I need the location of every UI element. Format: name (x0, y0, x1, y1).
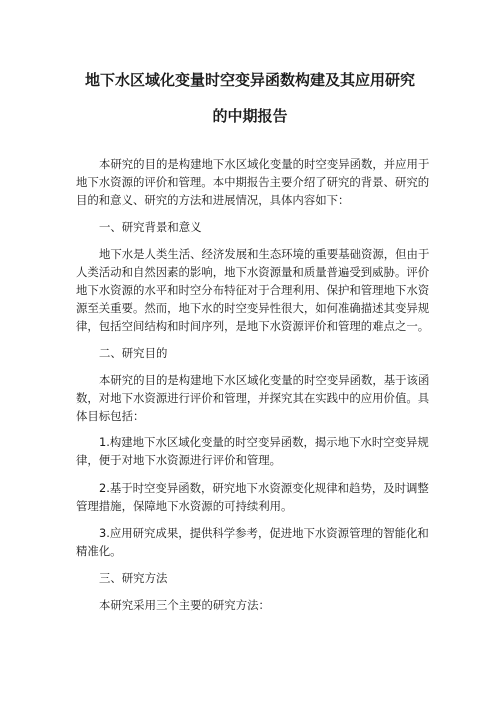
methods-intro: 本研究采用三个主要的研究方法： (99, 598, 270, 612)
background-line: 源至关重要。然而，地下水的时空变异性很大，如何准确描述其变异规 (76, 301, 430, 315)
background-line: 律，包括空间结构和时间序列，是地下水资源评价和管理的难点之一。 (76, 319, 430, 333)
goal-1-line: 1.构建地下水区域化变量的时空变异函数，揭示地下水时空变异规 (99, 435, 429, 449)
document-title-line-2: 的中期报告 (212, 107, 288, 125)
objectives-line: 体目标包括： (76, 409, 145, 423)
goal-3-line: 3.应用研究成果，提供科学参考，促进地下水资源管理的智能化和 (99, 526, 429, 540)
section-heading-background: 一、研究背景和意义 (99, 220, 202, 234)
document-title-line-1: 地下水区域化变量时空变异函数构建及其应用研究 (84, 71, 415, 89)
background-line: 地下水是人类生活、经济发展和生态环境的重要基础资源，但由于 (99, 247, 430, 261)
goal-1-line: 律，便于对地下水资源进行评价和管理。 (76, 453, 282, 467)
intro-line: 本研究的目的是构建地下水区域化变量的时空变异函数，并应用于 (99, 157, 430, 171)
intro-line: 目的和意义、研究的方法和进展情况，具体内容如下： (76, 193, 350, 207)
goal-3-line: 精准化。 (76, 544, 122, 558)
background-line: 地下水资源的水平和时空分布特征对于合理利用、保护和管理地下水资 (76, 283, 430, 297)
background-line: 人类活动和自然因素的影响，地下水资源量和质量普遍受到威胁。评价 (76, 265, 430, 279)
goal-2-line: 2.基于时空变异函数，研究地下水资源变化规律和趋势，及时调整 (99, 481, 429, 495)
section-heading-objectives: 二、研究目的 (99, 346, 168, 360)
objectives-line: 数，对地下水资源进行评价和管理，并探究其在实践中的应用价值。具 (76, 391, 430, 405)
intro-line: 地下水资源的评价和管理。本中期报告主要介绍了研究的背景、研究的 (76, 175, 430, 189)
section-heading-methods: 三、研究方法 (99, 571, 168, 585)
goal-2-line: 管理措施，保障地下水资源的可持续利用。 (76, 499, 293, 513)
objectives-line: 本研究的目的是构建地下水区域化变量的时空变异函数，基于该函 (99, 373, 430, 387)
